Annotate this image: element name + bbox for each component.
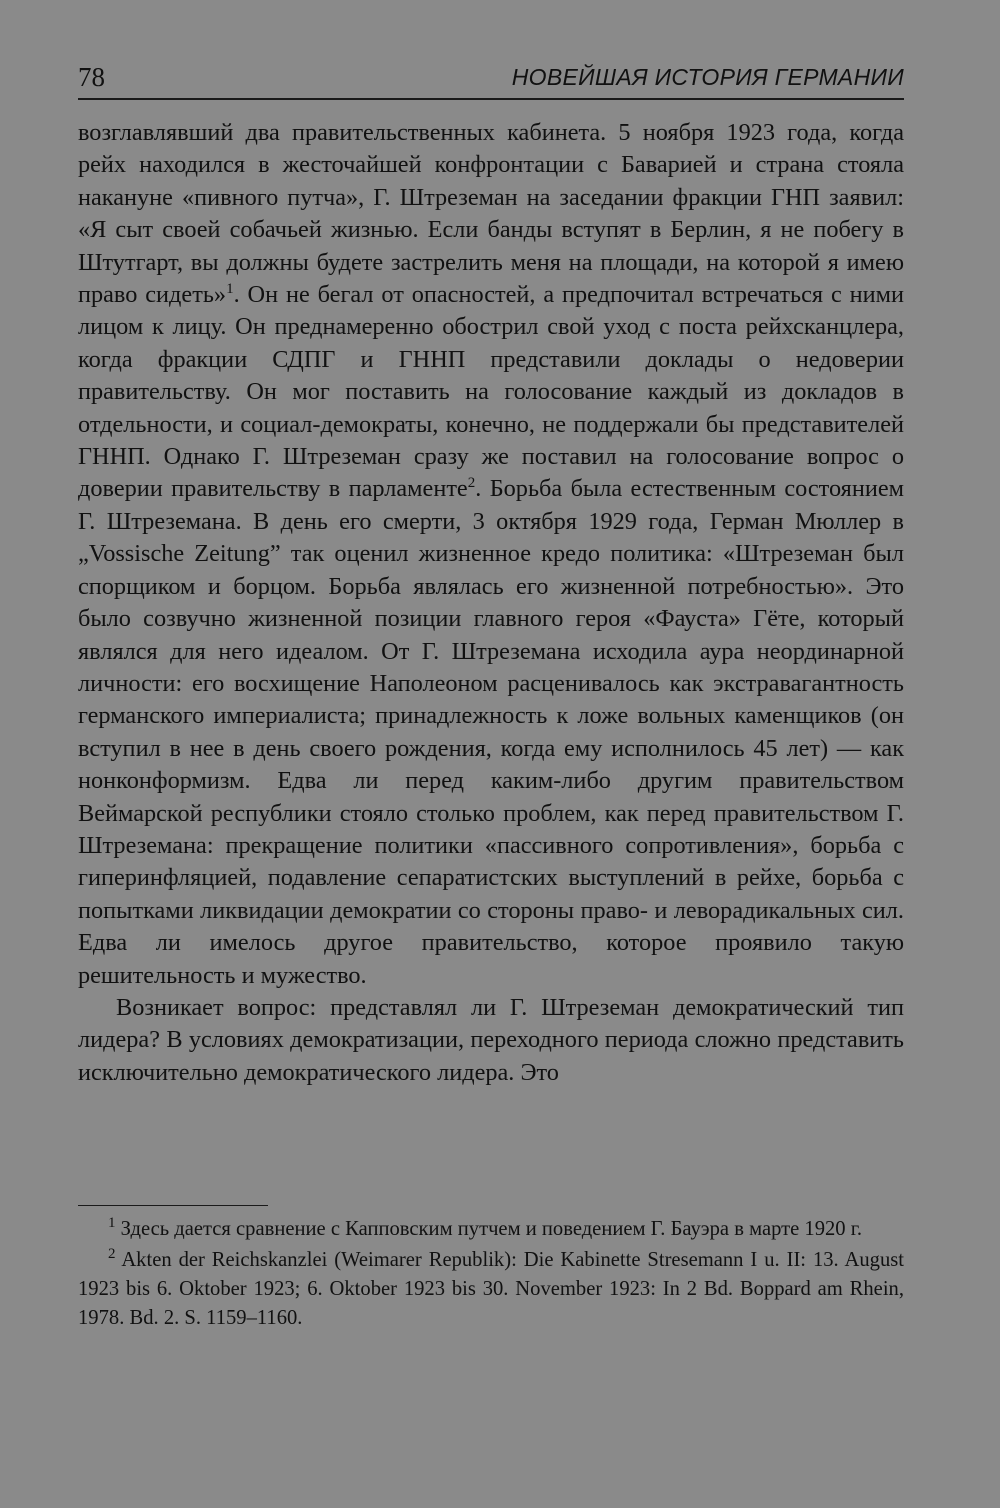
footnote-1 bbox=[78, 1215, 904, 1244]
footnote-1-text: Здесь дается сравнение с Капповским путчем и поведением Г. Бауэра в марте 1920 г. bbox=[120, 1218, 863, 1240]
footnote-divider bbox=[78, 1205, 268, 1206]
running-title: НОВЕЙШАЯ ИСТОРИЯ ГЕРМАНИИ bbox=[511, 64, 904, 90]
footnote-2 bbox=[78, 1246, 904, 1333]
paragraph-1-part-a: возглавлявший два правительственных кабинета. 5 ноября 1923 года, когда рейх находился в жесточайшей конфронтации с Баварией и страна стояла накануне «пивного путча», Г. Штреземан на заседании фракции ГНП заявил: «Я сыт своей собачьей жизнью. Если банды вступят в Берлин, я не побегу в Штутгарт, вы должны будете застрелить меня на площади, на которой я имею право сидеть» bbox=[78, 119, 904, 309]
paragraph-1-part-b: . Он не бегал от опасностей, а предпочитал встречаться с ними лицом к лицу. Он преднамеренно обострил свой уход с поста рейхсканцлера, когда фракции СДПГ и ГННП представили доклады о недоверии правительству. Он мог поставить на голосование каждый из докладов в отдельности, и социал-демократы, конечно, не поддержали бы представителей ГННП. Однако Г. Штреземан сразу же поставил на голосование вопрос о доверии правительству в парламенте bbox=[78, 281, 904, 503]
paragraph-2: Возникает вопрос: представлял ли Г. Штреземан демократический тип лидера? В условиях демократизации, переходного периода сложно представить исключительно демократического лидера. Это bbox=[78, 993, 904, 1086]
footnote-ref-2: 2 bbox=[467, 475, 476, 492]
page-number: 78 bbox=[78, 62, 105, 92]
footnote-2-text: Akten der Reichskanzlei (Weimarer Republik): Die Kabinette Stresemann I u. II: 13. August 1923 bis 6. Oktober 1923; 6. Oktober 1923 bis 30. November 1923: In 2 Bd. Boppard am Rhein, 1978. Bd. 2. S. 1159–1160. bbox=[78, 1249, 905, 1329]
footnotes bbox=[78, 1215, 904, 1335]
footnote-ref-1: 1 bbox=[226, 280, 234, 297]
paragraph-1-part-c: . Борьба была естественным состоянием Г. Штреземана. В день его смерти, 3 октября 1929 года, Герман Мюллер в „Vossische Zeitung” так оценил жизненное кредо политика: «Штреземан был спорщиком и борцом. Борьба являлась его жизненной потребностью». Это было созвучно жизненной позиции главного героя «Фауста» Гёте, который являлся для него идеалом. От Г. Штреземана исходила аура неординарной личности: его восхищение Наполеоном расценивалось как экстравагантность германского империалиста; принадлежность к ложе вольных каменщиков (он вступил в нее в день своего рождения, когда ему исполнилось 45 лет) — как нонконформизм. Едва ли перед каким-либо другим правительством Веймарской республики стояло столько проблем, как перед правительством Г. Штреземана: прекращение политики «пассивного сопротивления», борьба с гиперинфляцией, подавление сепаратистских выступлений в рейхе, борьба с попытками ликвидации демократии со стороны право- и леворадикальных сил. Едва ли имелось другое правительство, которое проявило такую решительность и мужество. bbox=[78, 475, 904, 989]
main-text bbox=[78, 117, 904, 1089]
paragraph-1 bbox=[78, 117, 904, 992]
footnote-mark-2: 2 bbox=[108, 1246, 116, 1263]
footnote-mark-1: 1 bbox=[108, 1215, 116, 1232]
page-header bbox=[78, 58, 904, 100]
